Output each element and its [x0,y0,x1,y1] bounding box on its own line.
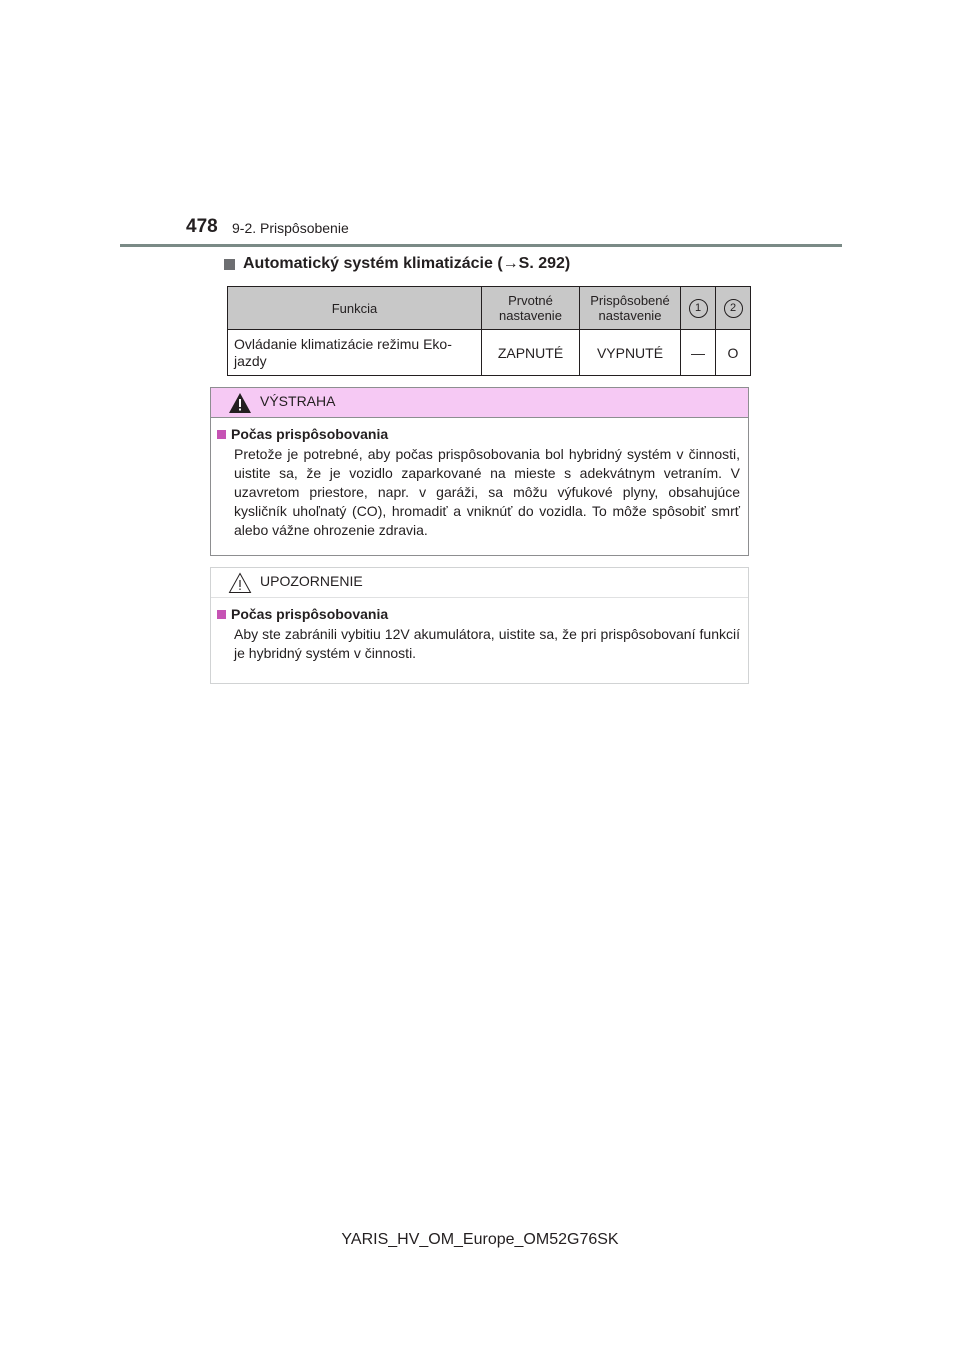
square-bullet-icon [217,430,226,439]
header-col1 [681,287,716,330]
warning-subtitle-text: Počas prispôsobovania [231,426,389,442]
topic-heading [224,255,570,273]
circled-number-2-icon: 2 [724,299,743,318]
header-col2 [716,287,751,330]
topic-heading-text: Automatický systém klimatizácie (→S. 292) [243,255,571,272]
warning-text: Pretože je potrebné, aby počas prispôsobovania bol hybridný systém v činnosti, uistite sa, že je vozidlo zaparkované na mieste s adekvátnym vetraním. V uzavretom priestore, napr. v garáži, sa môžu výfukové plyny, obsahujúce kysličník uhoľnatý (CO), hromadiť a vniknúť do vozidla. To môže spôsobiť smrť alebo vážne ohrozenie zdravia. [234,446,740,538]
cell-col2: O [716,330,751,376]
settings-table [227,286,751,376]
square-bullet-icon [217,610,226,619]
header-custom: Prispôsobené nastavenie [580,287,681,330]
caution-title: UPOZORNENIE [260,573,363,589]
header-divider [120,244,842,247]
page-number: 478 [186,216,218,237]
warning-title: VÝSTRAHA [260,393,336,409]
warning-box [210,387,749,556]
header-function: Funkcia [228,287,482,330]
caution-subtitle [217,606,740,622]
square-bullet-icon [224,259,235,270]
cell-initial: ZAPNUTÉ [482,330,580,376]
document-id-footer: YARIS_HV_OM_Europe_OM52G76SK [341,1231,619,1248]
caution-triangle-icon [228,572,252,594]
section-title: 9-2. Prispôsobenie [232,220,349,236]
caution-box [210,567,749,684]
cell-custom: VYPNUTÉ [580,330,681,376]
cell-function: Ovládanie klimatizácie režimu Eko-jazdy [228,330,482,376]
warning-subtitle [217,426,740,442]
circled-number-1-icon: 1 [689,299,708,318]
caution-subtitle-text: Počas prispôsobovania [231,606,389,622]
header-initial: Prvotné nastavenie [482,287,580,330]
warning-triangle-icon [228,392,252,414]
warning-header [211,388,748,418]
table-header-row [228,287,751,330]
caution-header [211,568,748,598]
table-row [228,330,751,376]
caution-text: Aby ste zabránili vybitiu 12V akumulátora, uistite sa, že pri prispôsobovaní funkcií je hybridný systém v činnosti. [234,626,740,661]
cell-col1: — [681,330,716,376]
